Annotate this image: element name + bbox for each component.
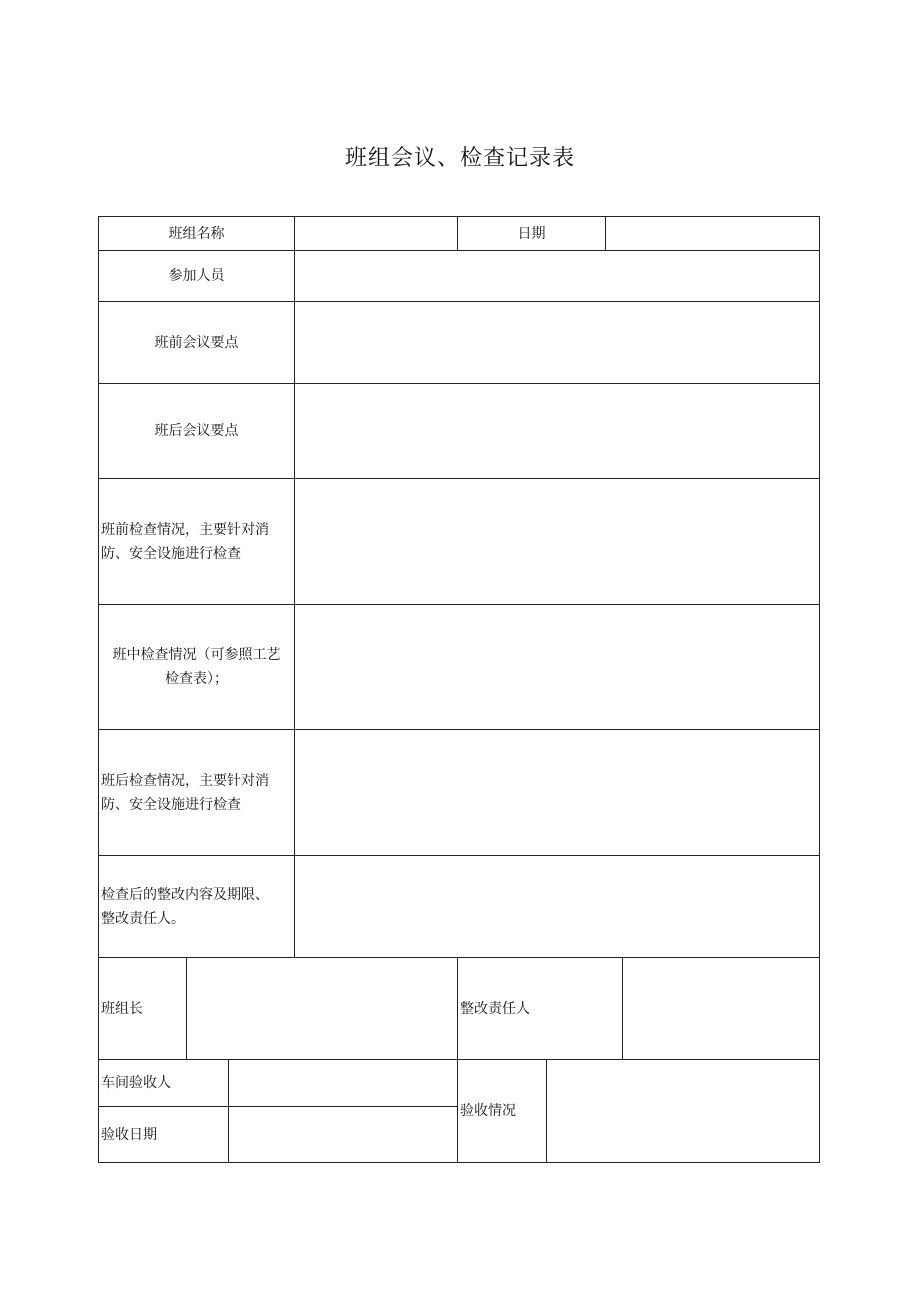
team-leader-label: 班组长 — [101, 1000, 143, 1017]
record-form-table — [98, 216, 820, 1163]
team-leader-field[interactable] — [187, 958, 457, 1059]
rectification-person-label: 整改责任人 — [460, 1000, 530, 1017]
acceptance-status-label: 验收情况 — [460, 1103, 516, 1119]
acceptance-date-label: 验收日期 — [101, 1126, 157, 1143]
acceptance-status-field[interactable] — [547, 1060, 819, 1162]
post-shift-meeting-field[interactable] — [295, 384, 819, 478]
workshop-acceptor-field[interactable] — [229, 1060, 457, 1106]
pre-shift-check-label: 班前检查情况，主要针对消 防、安全设施进行检查 — [101, 521, 269, 562]
post-shift-meeting-label: 班后会议要点 — [154, 423, 239, 439]
post-shift-check-label: 班后检查情况，主要针对消 防、安全设施进行检查 — [101, 772, 269, 813]
pre-shift-check-field[interactable] — [295, 479, 819, 604]
acceptance-date-field[interactable] — [229, 1107, 457, 1162]
rectification-person-field[interactable] — [623, 958, 819, 1059]
team-name-field[interactable] — [295, 217, 457, 250]
pre-shift-meeting-label: 班前会议要点 — [154, 334, 239, 351]
participants-label: 参加人员 — [168, 268, 225, 284]
participants-field[interactable] — [295, 251, 819, 301]
mid-shift-check-label: 班中检查情况（可参照工艺 检查表）； — [112, 647, 281, 687]
rectification-label: 检查后的整改内容及期限、 整改责任人。 — [101, 886, 269, 927]
team-name-label: 班组名称 — [168, 225, 225, 242]
post-shift-check-field[interactable] — [295, 730, 819, 855]
date-label: 日期 — [517, 225, 546, 242]
rectification-field[interactable] — [295, 856, 819, 957]
mid-shift-check-field[interactable] — [295, 605, 819, 729]
pre-shift-meeting-field[interactable] — [295, 302, 819, 383]
date-field[interactable] — [606, 217, 819, 250]
page-title: 班组会议、检查记录表 — [344, 146, 575, 171]
workshop-acceptor-label: 车间验收人 — [101, 1075, 171, 1091]
